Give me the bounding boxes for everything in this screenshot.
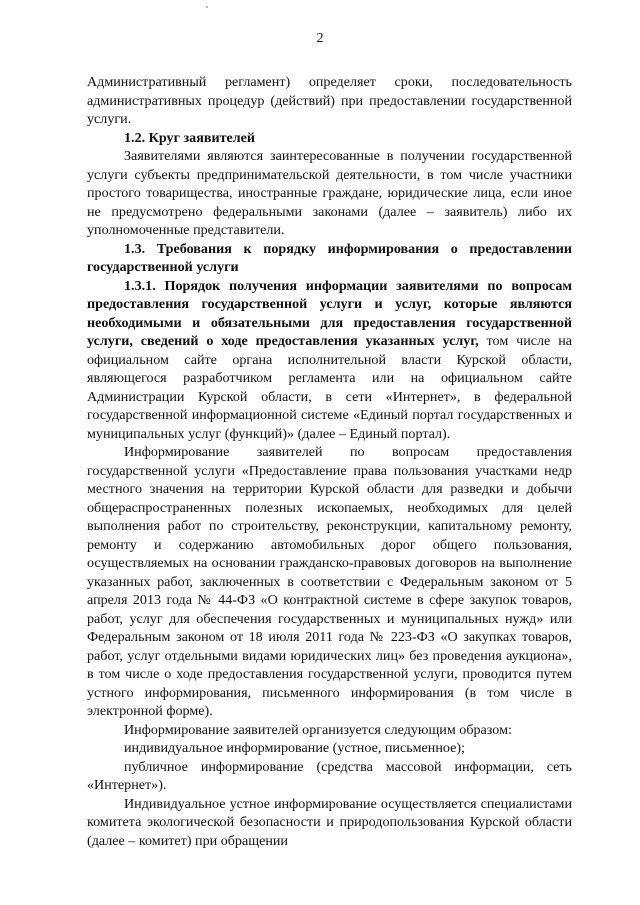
scan-speck (206, 6, 208, 8)
heading-information-procedure: 1.3.1. Порядок получения информации заявителями по вопросам предоставления государственной услуги и услуг, которые являются необходимыми и обязательными для предоставления государственной услуги, сведений о ходе предоставления указанных услуг, (87, 277, 572, 349)
paragraph-informing-organization: Информирование заявителей организуется следующим образом: (124, 721, 512, 738)
paragraph-information-procedure-text: том числе на официальном сайте органа исполнительной власти Курской области, являющегося разработчиком регламента или на официальном сайте Администрации Курской области, в сети «Интернет», в федеральной государственной информационной системе «Единый портал государственных и муниципальных услуг (функций)» (далее – Единый портал). (87, 333, 572, 442)
paragraph-oral-informing: Индивидуальное устное информирование осуществляется специалистами комитета экологической безопасности и природопользования Курской области (далее – комитет) при обращении (87, 795, 572, 849)
paragraph-individual-informing: индивидуальное информирование (устное, письменное); (124, 740, 465, 756)
paragraph-public-informing: публичное информирование (средства массовой информации, сеть «Интернет»). (87, 758, 572, 793)
paragraph-regulation-intro: Административный регламент) определяет сроки, последовательность административных процедур (действий) при предоставлении государственной услуги. (87, 74, 572, 127)
document-body (87, 73, 572, 850)
heading-information-requirements: 1.3. Требования к порядку информирования о предоставлении государственной услуги (87, 240, 572, 275)
paragraph-applicants: Заявителями являются заинтересованные в получении государственной услуги субъекты предпринимательской деятельности, в том числе участники простого товарищества, иностранные граждане, юридические лица, если иное не предусмотрено федеральными законами (далее – заявитель) либо их уполномоченные представители. (87, 148, 572, 238)
paragraph-information-procedure (87, 277, 572, 444)
page-number: 2 (316, 31, 324, 46)
heading-applicants: 1.2. Круг заявителей (124, 129, 256, 146)
paragraph-informing-applicants: Информирование заявителей по вопросам предоставления государственной услуги «Предоставление права пользования участками недр местного значения на территории Курской области для разведки и добычи общераспространенных полезных ископаемых, необходимых для целей выполнения работ по строительству, реконструкции, капитальному ремонту, ремонту и содержанию автомобильных дорог общего пользования, осуществляемых на основании гражданско-правовых договоров на выполнение указанных работ, заключенных в соответствии с Федеральным законом от 5 апреля 2013 года № 44-ФЗ «О контрактной системе в сфере закупок товаров, работ, услуг для обеспечения государственных и муниципальных нужд» или Федеральным законом от 18 июля 2011 года № 223-ФЗ «О закупках товаров, работ, услуг отдельными видами юридических лиц» без проведения аукциона», в том числе о ходе предоставления государственной услуги, проводится путем устного информирования, письменного информирования (в том числе в электронной форме). (87, 444, 572, 719)
